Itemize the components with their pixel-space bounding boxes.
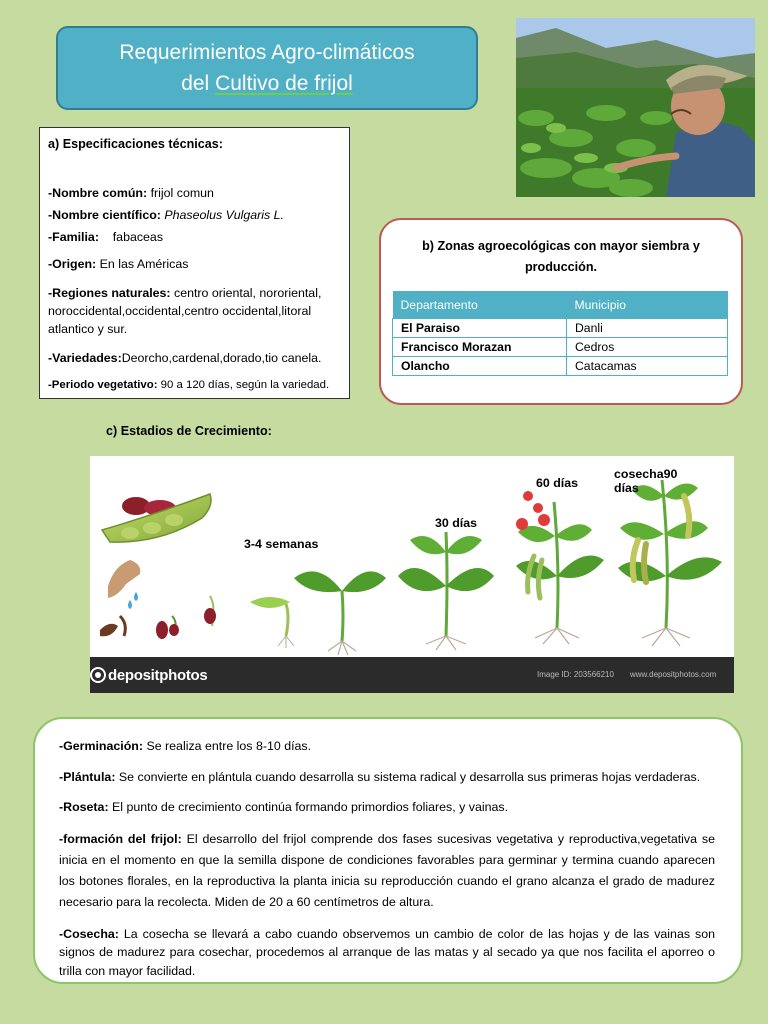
zones-title: b) Zonas agroecológicas con mayor siembra y producción. [422, 239, 700, 274]
description-bean-formation [59, 829, 715, 913]
column-header-municipio: Municipio [567, 291, 728, 319]
spec-vegetative-period [48, 376, 341, 394]
stage-label-harvest-line-2: días [614, 481, 639, 495]
spec-label: -Nombre común: [48, 186, 148, 200]
title-line-1: Requerimientos Agro-climáticos [119, 41, 415, 64]
spec-value: 90 a 120 días, según la variedad. [157, 379, 330, 391]
spec-label: -Regiones naturales: [48, 286, 171, 300]
spec-scientific-name [48, 206, 341, 224]
stage-label-harvest [614, 467, 677, 495]
spec-value: frijol comun [147, 186, 214, 200]
stock-brand: depositphotos [108, 667, 208, 684]
spec-value: centro oriental, nororiental, noroccidental,occidental,centro occidental,litoral atlantico y sur. [48, 286, 322, 336]
spec-origin [48, 255, 341, 273]
depositphotos-logo-icon [90, 667, 106, 683]
description-rosette [59, 798, 715, 817]
description-label: -Roseta: [59, 800, 109, 814]
zones-header-row [393, 291, 728, 319]
spec-label: -Nombre científico: [48, 208, 161, 222]
germinating-seed-icon [100, 596, 216, 639]
title-crop-name: Cultivo de frijol [215, 72, 353, 95]
description-text: Se convierte en plántula cuando desarrolla su sistema radical y desarrolla sus primeras hojas verdaderas. [115, 769, 701, 784]
stock-photo-footer [90, 657, 734, 693]
stage-label-30-days: 30 días [435, 516, 478, 530]
stage-label-weeks: 3-4 semanas [244, 537, 319, 551]
spec-family [48, 228, 341, 246]
spec-label: -Familia: [48, 230, 99, 244]
bean-field-photo [516, 18, 755, 197]
description-text: Se realiza entre los 8-10 días. [143, 739, 312, 753]
seedling-icon [250, 597, 294, 648]
growth-stages-heading: c) Estadios de Crecimiento: [106, 424, 272, 438]
description-label: -formación del frijol: [59, 831, 182, 846]
spec-label: -Variedades: [48, 351, 122, 365]
specs-heading: a) Especificaciones técnicas: [48, 137, 223, 151]
description-label: -Plántula: [59, 769, 116, 784]
spec-value: fabaceas [112, 230, 164, 244]
description-text: La cosecha se llevará a cabo cuando observemos un cambio de color de las hojas y de las vainas son signos de madurez para cosechar, procedemos al arranque de las matas y al secado ya que nos facilita el aporreo o trilla con mayor facilidad. [59, 926, 715, 978]
cell-municipio: Catacamas [567, 357, 728, 376]
growth-stages-illustration [90, 456, 734, 693]
hand-icon [108, 560, 140, 598]
page-title [56, 26, 478, 110]
title-line-2-prefix: del [181, 72, 216, 95]
column-header-departamento: Departamento [393, 291, 567, 319]
table-row [393, 319, 728, 338]
cell-departamento: Olancho [393, 357, 567, 376]
plant-30-days-icon [398, 532, 494, 650]
spacer [48, 153, 341, 181]
spec-value: Deorcho,cardenal,dorado,tio canela. [121, 351, 322, 365]
spec-varieties [48, 349, 341, 367]
plant-60-days-icon [516, 491, 604, 644]
cell-departamento: El Paraiso [393, 319, 567, 338]
stock-image-id: Image ID: 203566210 [537, 670, 614, 679]
spec-value: Phaseolus Vulgaris L. [164, 208, 284, 222]
zones-table [392, 291, 728, 376]
title-line-2 [58, 68, 476, 99]
cell-municipio: Cedros [567, 338, 728, 357]
description-seedling [59, 768, 715, 787]
stage-label-harvest-line-1: cosecha90 [614, 467, 678, 481]
spec-regions [48, 284, 341, 338]
young-plant-icon [294, 571, 386, 655]
description-label: -Germinación: [59, 739, 143, 753]
technical-specifications-box [39, 127, 350, 399]
agroecological-zones-box [379, 218, 743, 405]
description-text: El punto de crecimiento continúa formando primordios foliares, y vainas. [108, 800, 509, 814]
description-harvest [59, 925, 715, 981]
stock-url: www.depositphotos.com [630, 670, 717, 679]
stage-label-60-days: 60 días [536, 476, 579, 490]
cell-municipio: Danli [567, 319, 728, 338]
water-drop-icon [128, 592, 138, 609]
spec-value: En las Américas [96, 257, 189, 271]
plant-harvest-icon [618, 480, 722, 646]
description-text: El desarrollo del frijol comprende dos fases sucesivas vegetativa y reproductiva,vegetativa se inicia en el momento en que la semilla dispone de condiciones favorables para germinar y termina cuando aparecen los botones florales, en la reproductiva la planta inicia su reproducción cuando el grano alcanza el grado de madurez necesario para la recolecta. Miden de 20 a 60 centímetros de altura. [59, 831, 716, 909]
table-row [393, 357, 728, 376]
description-label: -Cosecha: [59, 926, 119, 941]
cell-departamento: Francisco Morazan [393, 338, 567, 357]
table-row [393, 338, 728, 357]
spec-label: -Origen: [48, 257, 97, 271]
description-germination [59, 737, 715, 756]
spec-label: -Periodo vegetativo: [48, 379, 158, 391]
stage-descriptions-box [33, 717, 743, 984]
spec-common-name [48, 184, 341, 202]
